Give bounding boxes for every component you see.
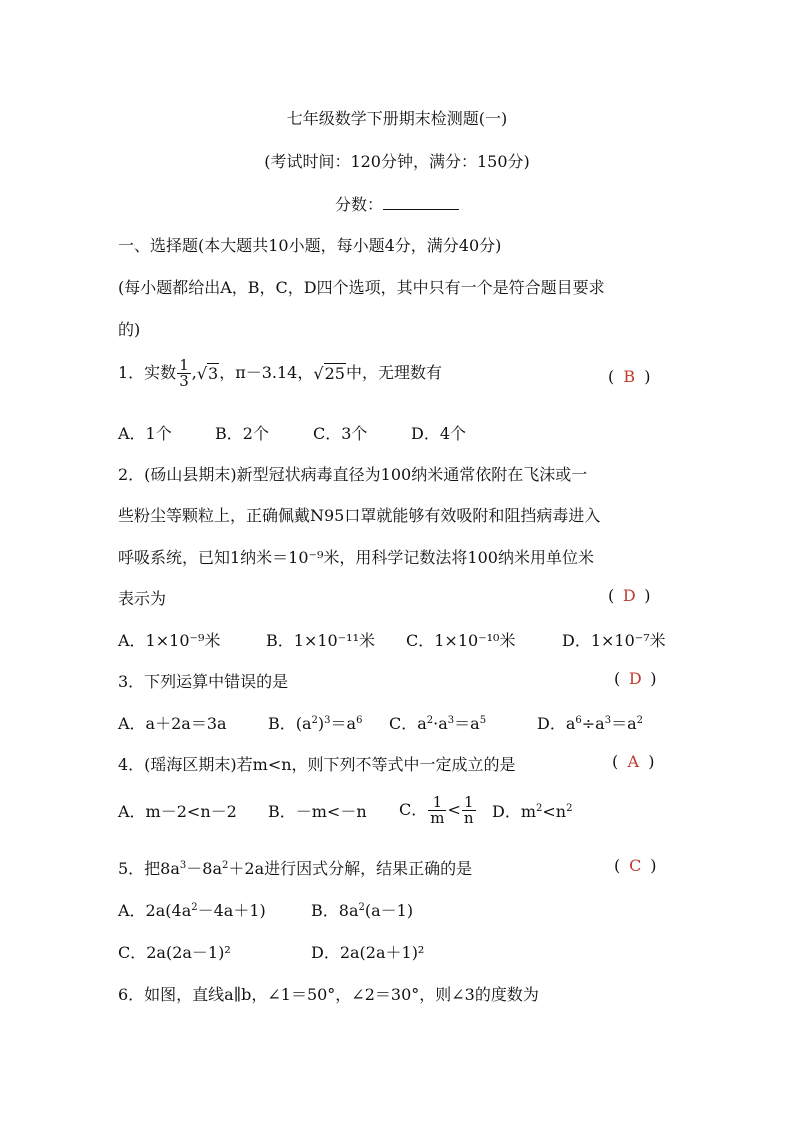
fraction: $\frac{1}{m}$: [430, 793, 445, 827]
sqrt-symbol: √3: [196, 364, 219, 383]
exam-info: (考试时间：120分钟，满分：150分): [264, 152, 530, 171]
option-b[interactable]: B．－m<－n: [268, 802, 367, 821]
option-d[interactable]: D．1×10⁻⁷米: [562, 631, 666, 650]
option-c[interactable]: C． $\frac{1}{m}$ < $\frac{1}{n}$: [399, 793, 474, 827]
question-5-stem: 5．把$8a^3-8a^2+2a$进行因式分解，结果正确的是: [118, 859, 473, 878]
question-2-line-4: 表示为: [118, 589, 167, 608]
option-b[interactable]: B．2个: [215, 424, 269, 443]
option-a[interactable]: A．$2a(4a^2-4a+1)$: [118, 901, 266, 920]
option-d[interactable]: D．$m^2<n^2$: [492, 802, 573, 821]
option-b[interactable]: B．$8a^2(a-1)$: [311, 901, 414, 920]
option-c[interactable]: C．$a^2\cdot a^3=a^5$: [389, 714, 487, 733]
option-c[interactable]: C．3个: [313, 424, 368, 443]
question-2-line-1: 2．(砀山县期末)新型冠状病毒直径为100纳米通常依附在飞沫或一: [118, 465, 588, 484]
option-b[interactable]: B．$(a^2)^3=a^6$: [268, 714, 363, 733]
section-instruction-1: (每小题都给出A，B，C，D四个选项，其中只有一个是符合题目要求: [118, 278, 605, 297]
question-5-answer: ( C ): [614, 856, 657, 875]
question-3-stem: 3．下列运算中错误的是: [118, 672, 289, 691]
section-heading: 一、选择题(本大题共10小题，每小题4分，满分40分): [118, 236, 502, 255]
question-2-options: [118, 628, 666, 651]
sqrt-symbol: √25: [313, 364, 345, 383]
question-2-line-3: 呼吸系统，已知1纳米＝10⁻⁹米，用科学记数法将100纳米用单位米: [118, 548, 594, 567]
question-4-stem: 4．(瑶海区期末)若m<n，则下列不等式中一定成立的是: [118, 755, 516, 774]
fraction: $\frac{1}{n}$: [463, 793, 474, 827]
option-d[interactable]: D．4个: [411, 424, 467, 443]
fraction: $\frac{1}{3}$: [179, 356, 189, 390]
option-c[interactable]: C．1×10⁻¹⁰米: [406, 631, 516, 650]
option-a[interactable]: A．1个: [118, 424, 172, 443]
section-instruction-2: 的): [118, 320, 141, 339]
score-label: 分数：: [334, 195, 383, 214]
question-3-options: [118, 711, 643, 734]
option-a[interactable]: A．a＋2a＝3a: [118, 714, 227, 733]
score-blank[interactable]: [383, 195, 459, 210]
option-a[interactable]: A．1×10⁻⁹米: [118, 631, 221, 650]
question-1-options: [118, 421, 466, 444]
option-a[interactable]: A．m－2<n－2: [118, 802, 237, 821]
option-d[interactable]: D．$a^6\div a^3=a^2$: [537, 714, 643, 733]
question-3-answer: ( D ): [614, 669, 657, 688]
question-4-answer: ( A ): [612, 752, 655, 771]
question-4-options: [118, 795, 572, 826]
question-1-answer: ( B ): [608, 367, 651, 386]
score-line: [0, 192, 794, 215]
option-b[interactable]: B．1×10⁻¹¹米: [266, 631, 375, 650]
question-2-line-2: 些粉尘等颗粒上，正确佩戴N95口罩就能够有效吸附和阻挡病毒进入: [118, 506, 601, 525]
question-6-stem: 6．如图，直线a∥b，∠1＝50°，∠2＝30°，则∠3的度数为: [118, 985, 539, 1004]
question-1-stem: 1．实数 $\frac{1}{3}$ ,√3，π－3.14，√25中，无理数有: [118, 356, 442, 390]
option-c[interactable]: C．2a(2a－1)²: [118, 943, 231, 962]
option-d[interactable]: D．2a(2a＋1)²: [311, 943, 425, 962]
page-title: 七年级数学下册期末检测题(一): [286, 109, 508, 128]
question-5-options-row-1: [118, 898, 413, 921]
question-5-options-row-2: [118, 940, 424, 963]
question-2-answer: ( D ): [608, 586, 651, 605]
